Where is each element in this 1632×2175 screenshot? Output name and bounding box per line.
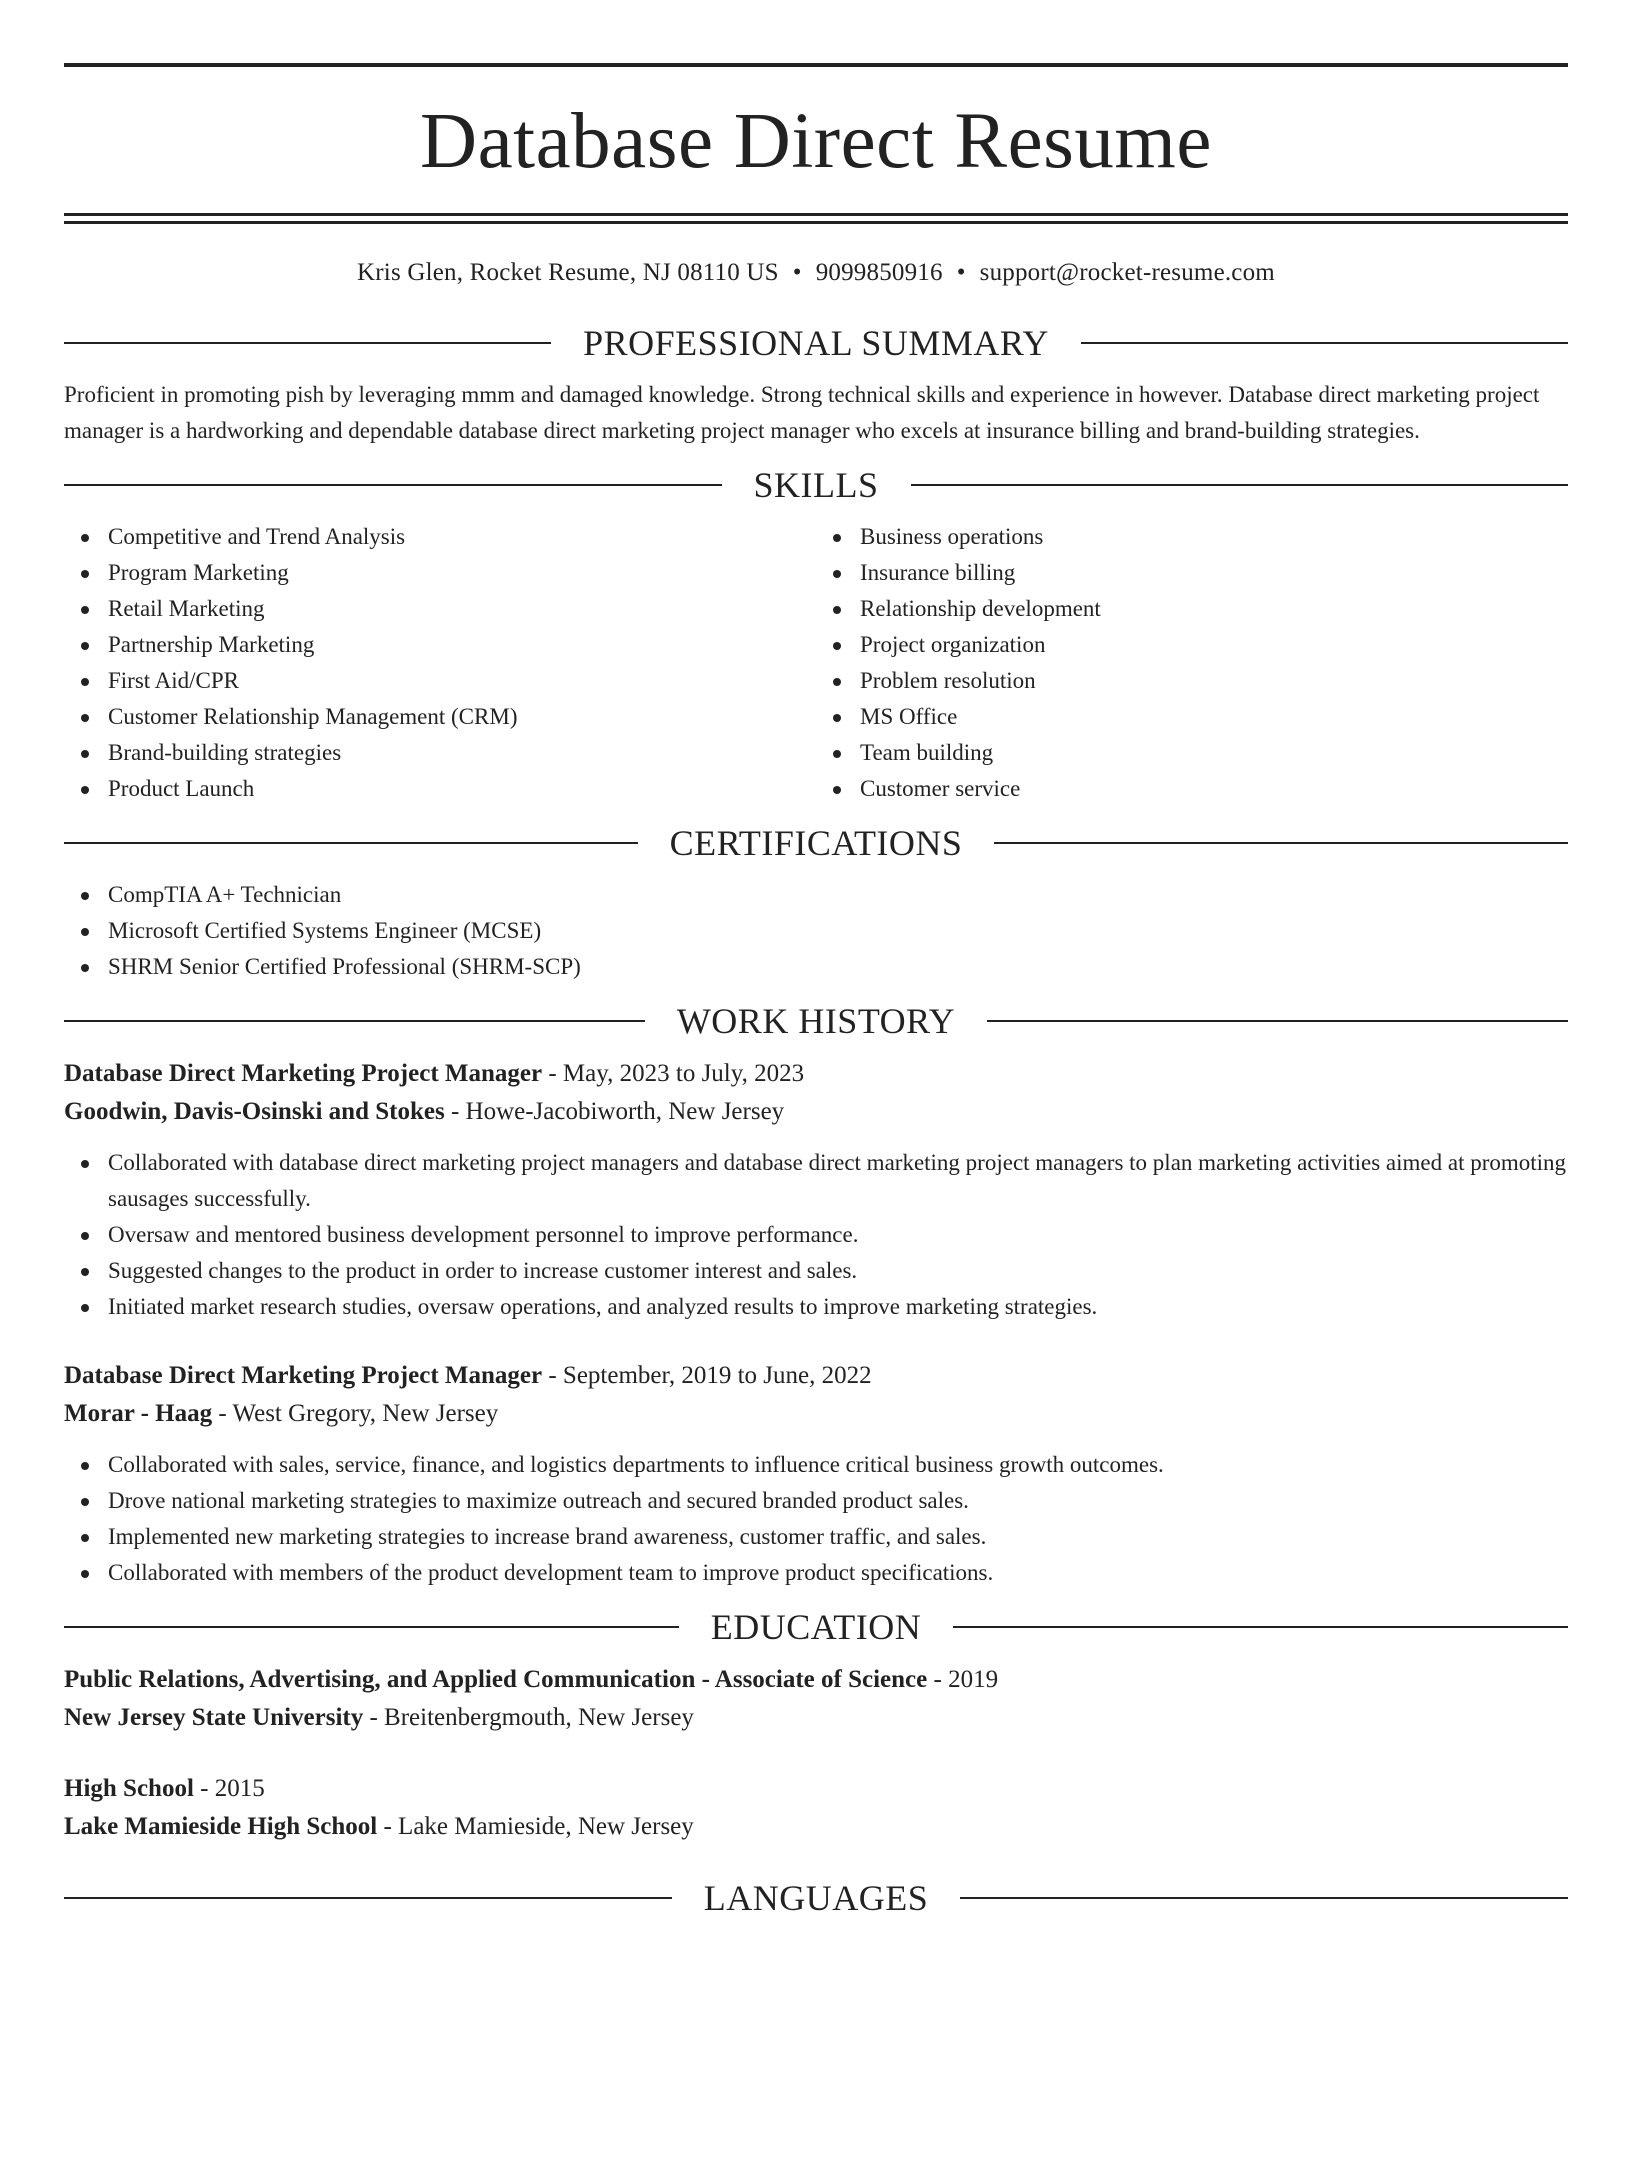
education-school-line (64, 1808, 1568, 1846)
top-rule (64, 63, 1568, 67)
education-degree-line (64, 1661, 1568, 1699)
job-title: Database Direct Marketing Project Manager (64, 1060, 543, 1087)
skill-item: Partnership Marketing (64, 627, 816, 663)
education-school: New Jersey State University (64, 1704, 364, 1731)
heading-rule (987, 1020, 1568, 1022)
job-company-line (64, 1395, 1568, 1433)
job-duty: Drove national marketing strategies to maximize outreach and secured branded product sales. (64, 1483, 1568, 1519)
education-degree-line (64, 1770, 1568, 1808)
skill-item: Insurance billing (816, 555, 1568, 591)
education-entry (64, 1661, 1568, 1737)
job-dates: May, 2023 to July, 2023 (562, 1060, 805, 1087)
skill-item: Project organization (816, 627, 1568, 663)
dash: - (548, 1060, 557, 1087)
job-duty: Collaborated with members of the product development team to improve product specifications. (64, 1555, 1568, 1591)
section-title: SKILLS (753, 465, 879, 505)
job-title-line (64, 1055, 1568, 1093)
certifications-list (64, 877, 1568, 985)
education-year: 2019 (948, 1666, 999, 1693)
certification-item: Microsoft Certified Systems Engineer (MCSE) (64, 913, 1568, 949)
education-school: Lake Mamieside High School (64, 1813, 378, 1840)
heading-rule (64, 342, 551, 344)
heading-rule (994, 842, 1568, 844)
title-double-rule (64, 213, 1568, 224)
section-title: LANGUAGES (703, 1878, 929, 1918)
summary-text: Proficient in promoting pish by leveraging mmm and damaged knowledge. Strong technical skills and experience in however. Database direct marketing project manager is a hardworking and dependable database direct marketing project manager who excels at insurance billing and brand-building strategies. (64, 382, 1540, 443)
dash: - (450, 1098, 460, 1125)
dash: - (369, 1704, 378, 1731)
skill-item: First Aid/CPR (64, 663, 816, 699)
education-school-line (64, 1699, 1568, 1737)
certification-item: CompTIA A+ Technician (64, 877, 1568, 913)
section-title: PROFESSIONAL SUMMARY (583, 323, 1049, 363)
job-title-line (64, 1357, 1568, 1395)
heading-rule (960, 1897, 1568, 1899)
job-duty: Implemented new marketing strategies to increase brand awareness, customer traffic, and sales. (64, 1519, 1568, 1555)
job-duty: Initiated market research studies, oversaw operations, and analyzed results to improve marketing strategies. (64, 1289, 1568, 1325)
section-heading-languages (64, 1876, 1568, 1920)
section-heading-work (64, 999, 1568, 1043)
dash: - (383, 1813, 392, 1840)
skill-item: Customer service (816, 771, 1568, 807)
heading-rule (953, 1626, 1568, 1628)
skill-item: Competitive and Trend Analysis (64, 519, 816, 555)
job-location: Howe-Jacobiworth, New Jersey (465, 1098, 785, 1125)
job-duties (64, 1447, 1568, 1591)
skills-column-right (816, 519, 1568, 807)
resume-title: Database Direct Resume (420, 98, 1212, 185)
job-location: West Gregory, New Jersey (232, 1400, 499, 1427)
education-year: 2015 (214, 1775, 265, 1802)
skill-item: Relationship development (816, 591, 1568, 627)
job-duty: Collaborated with sales, service, finance, and logistics departments to influence critical business growth outcomes. (64, 1447, 1568, 1483)
education-entry (64, 1770, 1568, 1846)
section-heading-skills (64, 463, 1568, 507)
contact-line (64, 258, 1568, 288)
contact-phone: 9099850916 (815, 259, 943, 286)
contact-separator: • (956, 259, 966, 286)
job-dates: September, 2019 to June, 2022 (562, 1362, 872, 1389)
section-heading-certifications (64, 821, 1568, 865)
job-entry (64, 1357, 1568, 1591)
section-heading-education (64, 1605, 1568, 1649)
skill-item: Retail Marketing (64, 591, 816, 627)
heading-rule (911, 484, 1569, 486)
skill-item: Product Launch (64, 771, 816, 807)
heading-rule (64, 1897, 672, 1899)
skill-item: MS Office (816, 699, 1568, 735)
skills-list (64, 519, 1568, 807)
skill-item: Problem resolution (816, 663, 1568, 699)
resume-page (0, 63, 1632, 2175)
heading-rule (64, 842, 638, 844)
heading-rule (64, 484, 722, 486)
contact-separator: • (792, 259, 802, 286)
heading-rule (1081, 342, 1568, 344)
dash: - (200, 1775, 209, 1802)
job-company: Goodwin, Davis-Osinski and Stokes (64, 1098, 445, 1125)
contact-address: Kris Glen, Rocket Resume, NJ 08110 US (357, 259, 779, 286)
contact-email: support@rocket-resume.com (979, 259, 1275, 286)
skill-item: Brand-building strategies (64, 735, 816, 771)
skill-item: Business operations (816, 519, 1568, 555)
skills-column-left (64, 519, 816, 807)
job-duty: Suggested changes to the product in order to increase customer interest and sales. (64, 1253, 1568, 1289)
education-location: Breitenbergmouth, New Jersey (384, 1704, 694, 1731)
education-degree: High School (64, 1775, 194, 1802)
education-degree: Public Relations, Advertising, and Applied Communication - Associate of Science (64, 1666, 928, 1693)
skill-item: Team building (816, 735, 1568, 771)
skill-item: Customer Relationship Management (CRM) (64, 699, 816, 735)
dash: - (933, 1666, 942, 1693)
job-duty: Collaborated with database direct marketing project managers and database direct marketing project managers to plan marketing activities aimed at promoting sausages successfully. (64, 1145, 1568, 1217)
job-company: Morar - Haag (64, 1400, 213, 1427)
job-duties (64, 1145, 1568, 1325)
certification-item: SHRM Senior Certified Professional (SHRM-SCP) (64, 949, 1568, 985)
dash: - (548, 1362, 557, 1389)
heading-rule (64, 1626, 679, 1628)
education-location: Lake Mamieside, New Jersey (398, 1813, 694, 1840)
job-duty: Oversaw and mentored business development personnel to improve performance. (64, 1217, 1568, 1253)
dash: - (218, 1400, 227, 1427)
section-heading-summary (64, 321, 1568, 365)
skill-item: Program Marketing (64, 555, 816, 591)
job-title: Database Direct Marketing Project Manager (64, 1362, 543, 1389)
section-title: EDUCATION (710, 1607, 922, 1647)
job-entry (64, 1055, 1568, 1325)
section-title: WORK HISTORY (676, 1001, 956, 1041)
heading-rule (64, 1020, 645, 1022)
job-company-line (64, 1093, 1568, 1131)
section-title: CERTIFICATIONS (669, 823, 963, 863)
